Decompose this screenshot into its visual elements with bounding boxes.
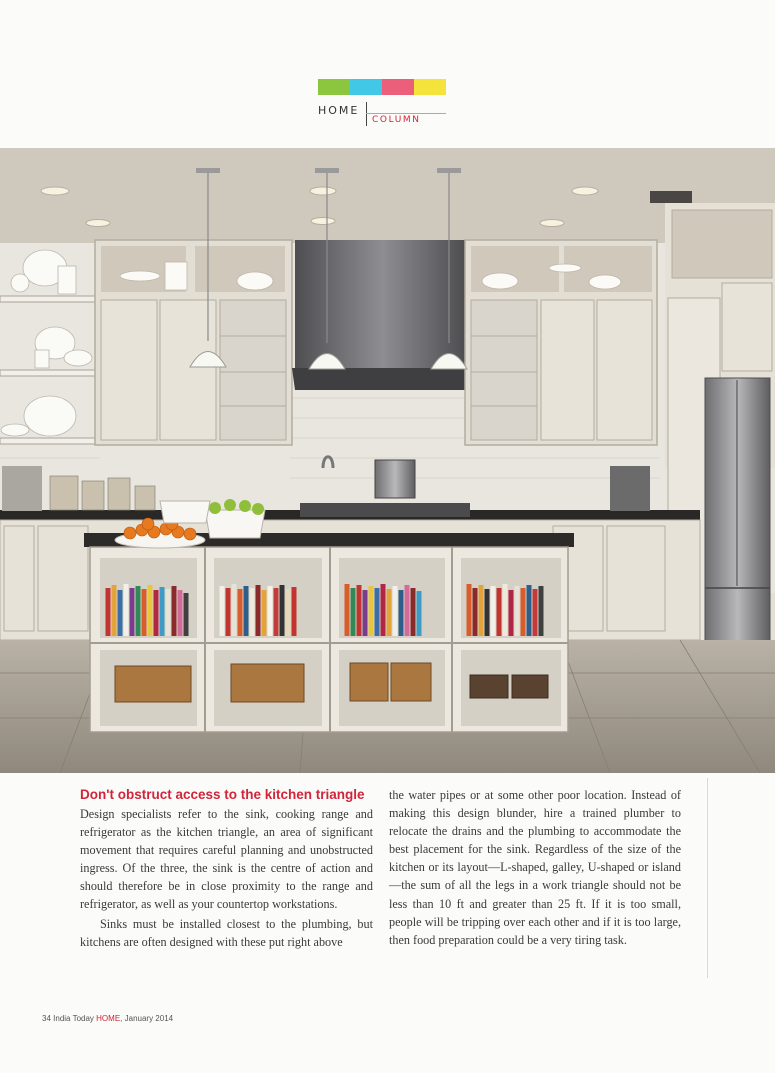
article-paragraph-3: the water pipes or at some other poor location. Instead of making this design blunder, hire a trained plumber to relocate the drains and the plumbing to accommodate the best placement for the sink. Regardless of the size of the kitchen or its layout—L-shaped, galley, U-shaped or island—the sum of all the legs in a work triangle should not be less than 10 ft and greater than 25 ft. If it is too small, people will be tripping over each other and if it is too large, then food preparation could be a very tiring task. [389, 788, 681, 947]
page-number: 34 [42, 1014, 51, 1023]
section-home-label: HOME [318, 104, 360, 117]
article-paragraph-1: Design specialists refer to the sink, cooking range and refrigerator as the kitchen triangle, an area of significant movement that requires careful planning and unobstructed ingress. Of the three, the sink is the centre of action and should therefore be in close proximity to the range and refrigerator, as well as your countertop workstations. [80, 807, 373, 912]
article-paragraph-2: Sinks must be installed closest to the plumbing, but kitchens are often designed with these put right above [80, 916, 373, 949]
section-tag-divider [366, 102, 367, 126]
article-column-right [389, 786, 681, 949]
publication-prefix: India Today [53, 1014, 94, 1023]
column-side-rule [707, 778, 708, 978]
issue-date: January 2014 [124, 1014, 174, 1023]
kitchen-photo [0, 148, 775, 773]
section-column-label: COLUMN [372, 115, 421, 125]
color-swatch-yellow [414, 79, 446, 95]
article-column-left [80, 786, 373, 951]
page-folio [42, 1014, 173, 1023]
kitchen-illustration [0, 148, 775, 773]
color-swatch-pink [382, 79, 414, 95]
folio-comma: , [120, 1014, 123, 1023]
color-swatch-green [318, 79, 350, 95]
section-tag [318, 102, 448, 132]
color-swatch-blue [350, 79, 382, 95]
section-color-bar [318, 79, 446, 95]
publication-brand: HOME [96, 1014, 121, 1023]
section-tag-rule [366, 113, 446, 114]
article-heading: Don't obstruct access to the kitchen triangle [80, 787, 365, 802]
